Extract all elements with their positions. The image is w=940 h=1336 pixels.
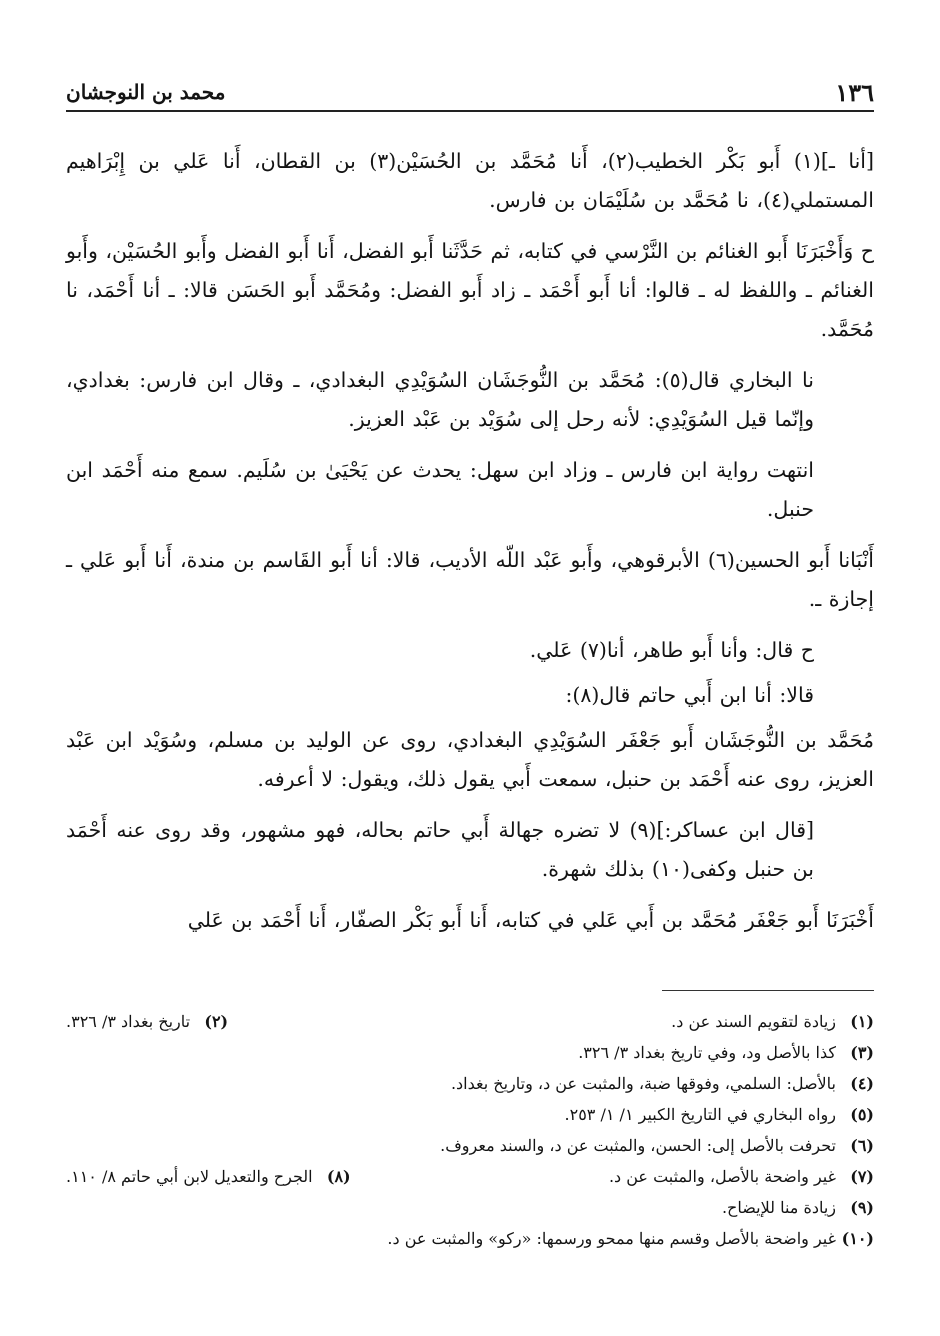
footnote-text: تاريخ بغداد ٣/ ٣٢٦. — [66, 1012, 191, 1031]
main-text — [66, 142, 874, 952]
footnotes — [66, 1006, 874, 1254]
footnote — [66, 1006, 874, 1037]
footnote-number: (١) — [850, 1012, 874, 1031]
footnote-text: زيادة منا للإيضاح. — [721, 1198, 836, 1217]
footnote-number: (٩) — [850, 1198, 874, 1217]
running-title: محمد بن النوجشان — [66, 80, 226, 104]
page-number: ١٣٦ — [835, 78, 874, 107]
paragraph: [قال ابن عساكر:](٩) لا تضره جهالة أَبي حاتم بحاله، فهو مشهور، وقد روى عنه أَحْمَد بن حنبل وكفى(١٠) بذلك شهرة. — [66, 818, 814, 881]
page-header — [66, 72, 874, 112]
footnote — [66, 1068, 874, 1099]
footnote-text: غير واضحة بالأصل وقسم منها ممحو ورسمها: «ركو» والمثبت عن د. — [387, 1229, 836, 1248]
footnote-number: (١٠) — [841, 1229, 874, 1248]
paragraph: [أنا ـ](١) أَبو بَكْر الخطيب(٢)، أَنا مُحَمَّد بن الحُسَيْن(٣) بن القطان، أَنا عَلي بن إِبْرَاهيم المستملي(٤)، نا مُحَمَّد بن سُلَيْمَان بن فارس. — [66, 149, 874, 212]
footnote — [66, 1192, 874, 1223]
footnote-number: (٥) — [850, 1105, 874, 1124]
footnote-text: بالأصل: السلمي، وفوقها ضبة، والمثبت عن د، وتاريخ بغداد. — [450, 1074, 836, 1093]
paragraph: ح قال: وأنا أَبو طاهر، أنا(٧) عَلي. — [529, 638, 814, 662]
footnote-text: رواه البخاري في التاريخ الكبير ١/ ١/ ٢٥٣. — [564, 1105, 836, 1124]
footnote-text: تحرفت بالأصل إلى: الحسن، والمثبت عن د، والسند معروف. — [440, 1136, 836, 1155]
footnote — [66, 1037, 874, 1068]
footnote-text: غير واضحة بالأصل، والمثبت عن د. — [608, 1167, 836, 1186]
footnote-number: (٧) — [850, 1167, 874, 1186]
footnote — [66, 1099, 874, 1130]
paragraph: قالا: أنا ابن أَبي حاتم قال(٨): — [565, 683, 814, 707]
footnote-text: زيادة لتقويم السند عن د. — [671, 1012, 836, 1031]
footnote — [66, 1130, 874, 1161]
paragraph: نا البخاري قال(٥): مُحَمَّد بن النُّوجَشَان السُوَيْدِي البغدادي، ـ وقال ابن فارس: بغدادي، وإنّما قيل السُوَيْدِي: لأنه رحل إلى سُوَيْد بن عَبْد العزيز. — [66, 368, 814, 431]
footnote-number: (٦) — [850, 1136, 874, 1155]
footnote-number: (٣) — [850, 1043, 874, 1062]
paragraph: مُحَمَّد بن النُّوجَشَان أَبو جَعْفَر السُوَيْدِي البغدادي، روى عن الوليد بن مسلم، وسُوَيْد ابن عَبْد العزيز، روى عنه أَحْمَد بن حنبل، سمعت أَبي يقول ذلك، ويقول: لا أعرفه. — [66, 728, 874, 791]
footnote-number: (٤) — [850, 1074, 874, 1093]
paragraph: أَنْبَانا أَبو الحسين(٦) الأبرقوهي، وأَبو عَبْد اللّه الأديب، قالا: أنا أَبو القَاسم بن مندة، أَنا أَبو عَلي ـ إجازة ـ. — [66, 548, 875, 611]
footnote-text: الجرح والتعديل لابن أبي حاتم ٨/ ١١٠. — [66, 1167, 313, 1186]
paragraph: انتهت رواية ابن فارس ـ وزاد ابن سهل: يحدث عن يَحْيَىٰ بن سُلَيم. سمع منه أَحْمَد ابن حنبل. — [66, 458, 814, 521]
footnote-text: كذا بالأصل ود، وفي تاريخ بغداد ٣/ ٣٢٦. — [578, 1043, 836, 1062]
footnote-pair — [66, 1161, 351, 1192]
footnote-number: (٢) — [204, 1012, 229, 1031]
footnote — [66, 1161, 874, 1192]
footnote-number: (٨) — [326, 1167, 351, 1186]
footnote-pair — [66, 1006, 228, 1037]
footnote-separator — [662, 990, 874, 991]
paragraph: أَخْبَرَنَا أَبو جَعْفَر مُحَمَّد بن أَبي عَلي في كتابه، أَنا أَبو بَكْر الصفّار، أَنا أَحْمَد بن عَلي — [187, 908, 874, 932]
footnote — [66, 1223, 874, 1254]
paragraph: ح وَأَخْبَرَنَا أَبو الغنائم بن النَّرْسي في كتابه، ثم حَدَّثَنا أَبو الفضل، أَنا أَبو الفضل وأَبو الحُسَيْن، وأَبو الغنائم ـ واللفظ له ـ قالوا: أنا أَبو أَحْمَد ـ زاد أَبو الفضل: ومُحَمَّد أَبو الحَسَن قالا: ـ أنا أَحْمَد، نا مُحَمَّد. — [66, 239, 874, 341]
